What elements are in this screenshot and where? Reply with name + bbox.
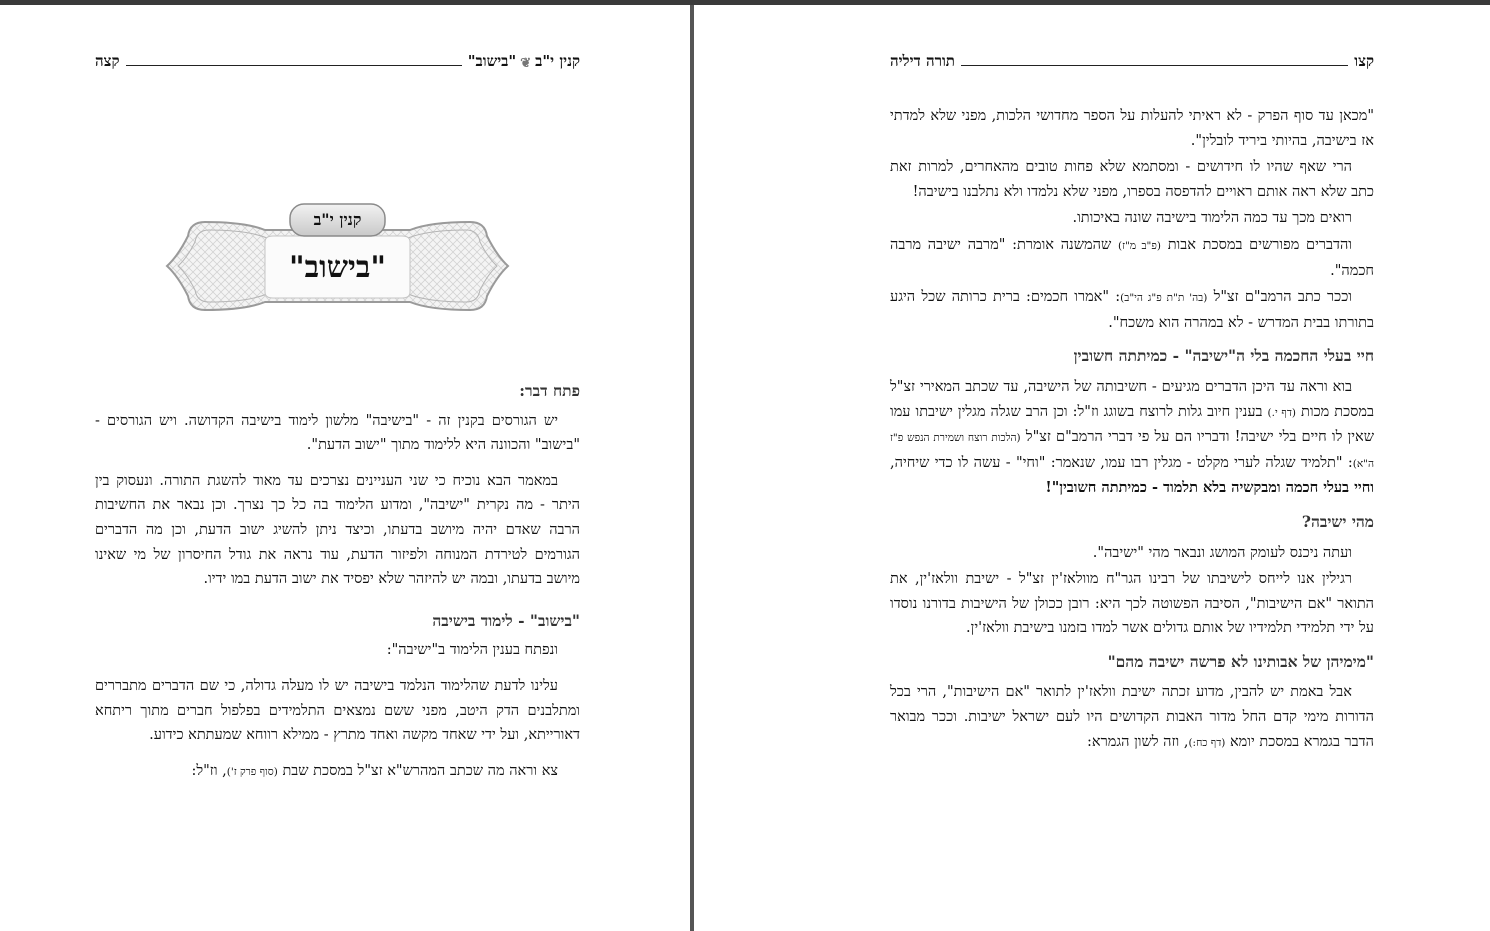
paragraph-text: וככר כתב הרמב"ם זצ"ל: [1213, 289, 1353, 306]
paragraph: "מכאן עד סוף הפרק - לא ראיתי להעלות על הספר מחדושי הלכות, מפני שלא למדתי אז בישיבה, בהיותי ביריד לובלין".: [890, 108, 1374, 149]
ornament-icon: ❦: [520, 56, 532, 71]
source-reference: (הלכות רוצח ושמירת הנפש פ"ז ה"א): [890, 432, 1374, 470]
right-page: [694, 5, 1490, 931]
paragraph: הרי שאף שהיו לו חידושים - ומסתמא שלא פחות טובים מהאחרים, למרות זאת כתב שלא ראה אותם ראויים להדפסה בספרו, מפני שלא נלמדו ולא נתלבנו בישיבה!: [890, 159, 1374, 200]
paragraph: רגילין אנו לייחס לישיבתו של רבינו הגר"ח מוולאז'ין זצ"ל - ישיבת וולאז'ין, את התואר "אם הישיבות", הסיבה הפשוטה לכך היא: רובן ככולן של הישיבות בדורנו נוסדו על ידי תלמידי תלמידיו של אותם גדולים אשר למדו בזמנו בישיבת וולאז'ין.: [890, 571, 1374, 637]
page-number: קצו: [1354, 52, 1374, 70]
page-number: קצה: [95, 52, 120, 70]
paragraph-text: בענין חיוב גלות לרוצח בשוגג וז"ל: וכן הרב שגלה מגלין ישיבתו עמו שאין לו חיים בלי ישיבה! ודבריו הם על פי דברי הרמב"ם זצ"ל: [890, 403, 1374, 446]
paragraph: [890, 233, 1374, 283]
paragraph-text: : "תלמיד שגלה לערי מקלט - מגלין רבו עמו, שנאמר: "וחי" - עשה לו כדי שיחיה,: [890, 454, 1353, 471]
intro-heading: פתח דבר:: [519, 381, 580, 400]
section-heading: "בישוב" - לימוד בישיבה: [432, 610, 580, 630]
paragraph: [890, 375, 1374, 501]
source-reference: (דף י.): [1267, 406, 1297, 419]
paragraph: [890, 680, 1374, 755]
left-body-text: [95, 379, 580, 784]
running-header-right: [890, 45, 1374, 71]
header-rule: [126, 64, 462, 66]
paragraph: יש הגורסים בקנין זה - "בישיבה" מלשון לימוד בישיבה הקדושה. ויש הגורסים - "בישוב" והכוונה היא ללימוד מתוך "ישוב הדעת".: [95, 412, 580, 454]
chapter-emblem: [165, 200, 510, 330]
source-reference: (פ"ב מ"ז): [1117, 239, 1161, 252]
source-reference: (בה' ת"ת פ"ג הי"ב): [1120, 292, 1208, 305]
section-heading: מהי ישיבה?: [1301, 511, 1374, 531]
paragraph-text: אבל באמת יש להבין, מדוע זכתה ישיבת וולאז'ין לתואר "אם הישיבות", הרי בכל הדורות מימי קדם החל מדור האבות הקדושים היו לעם ישראל ישיבות. וככר מבואר הדבר בגמרא במסכת יומא: [890, 684, 1374, 750]
header-rule: [961, 64, 1348, 66]
paragraph: [890, 285, 1374, 335]
section-heading: "מימיהן של אבותינו לא פרשה ישיבה מהם": [1107, 651, 1374, 671]
paragraph: רואים מכך עד כמה הלימוד בישיבה שונה באיכותו.: [1072, 210, 1352, 227]
right-body-text: [890, 104, 1374, 755]
left-page: [0, 5, 690, 931]
paragraph: עלינו לדעת שהלימוד הנלמד בישיבה יש לו מעלה גדולה, כי שם הדברים מתבררים ומתלבנים הדק היטב, מפני ששם נמצאים התלמידים בפלפול חברים מתוך ריתחא דאורייתא, ועל ידי שאחד מקשה ואחד מתרץ - ממילא רווחא שמעתתא כידוע.: [95, 677, 580, 744]
paragraph: [95, 759, 580, 785]
paragraph-text: בוא וראה עד היכן הדברים מגיעים - חשיבותה של הישיבה, עד שכתב המאירי זצ"ל במסכת מכות: [890, 378, 1374, 420]
section-name: "בישוב": [467, 52, 517, 70]
paragraph-text: : "אמרו חכמים: ברית כרותה שכל היגע בתורתו בבית המדרש - לא במהרה הוא משכח".: [890, 289, 1374, 331]
source-reference: (סוף פרק ז'): [226, 765, 278, 778]
emphasis-text: וחיי בעלי חכמה ומבקשיה בלא תלמוד - כמיתתה חשובין"!: [1045, 479, 1374, 497]
paragraph-text: , וזה לשון הגמרא:: [1087, 733, 1189, 750]
section-heading: חיי בעלי החכמה בלי ה"ישיבה" - כמיתתה חשובין: [1073, 346, 1374, 366]
paragraph-text: שהמשנה אומרת: "מרבה ישיבה מרבה חכמה".: [890, 236, 1374, 279]
running-header-left: [95, 45, 580, 71]
emblem-title: "בישוב": [289, 250, 386, 285]
paragraph-text: , וז"ל:: [191, 762, 227, 779]
paragraph-text: והדברים מפורשים במסכת אבות: [1167, 236, 1353, 253]
source-reference: (דף כח:): [1188, 736, 1226, 749]
paragraph: ועתה ניכנס לעומק המושג ונבאר מהי "ישיבה".: [1092, 544, 1352, 561]
chapter-label: קנין י"ב: [535, 52, 580, 70]
paragraph: במאמר הבא נוכיח כי שני העניינים נצרכים עד מאוד להשגת התורה. ונעסוק בין היתר - מה נקרית "ישיבה", ומדוע הלימוד בה כל כך נצרך. וכן נבאר את החשיבות הרבה שאדם יהיה מיושב בדעתו, וכיצד ניתן להשיג ישוב הדעת, וכן מה הדברים הגורמים לטירדת המנוחה ולפיזור הדעת, עוד נראה את גודל החיסרון של מי שאינו מיושב בדעתו, ובמה יש להיזהר שלא יפסיד את ישוב הדעת במו ידיו.: [95, 472, 580, 588]
paragraph: ונפתח בענין הלימוד ב"ישיבה":: [386, 642, 558, 659]
paragraph-text: צא וראה מה שכתב המהרש"א זצ"ל במסכת שבת: [282, 762, 558, 779]
emblem-chapter: קנין י"ב: [313, 210, 362, 229]
book-title: תורה דיליה: [890, 52, 955, 70]
